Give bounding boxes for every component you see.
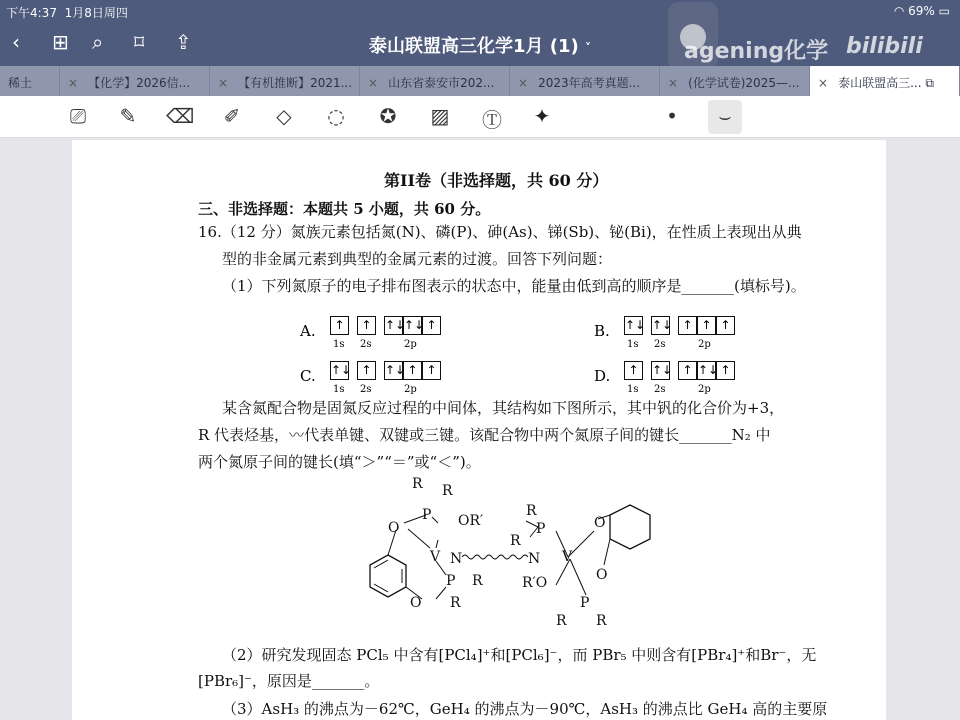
orbital-box: ↑↓: [330, 361, 349, 380]
atom-label: O: [594, 515, 606, 531]
atom-label: R: [442, 483, 453, 499]
status-time: 下午4:37: [6, 6, 57, 20]
atom-label: O: [388, 520, 400, 536]
atom-label: R: [526, 503, 537, 519]
section-title: 第II卷（非选择题，共 60 分）: [384, 171, 609, 190]
sticker-icon[interactable]: ✪: [379, 104, 397, 128]
battery-icon: ▭: [938, 4, 950, 18]
option-label: C.: [300, 367, 316, 385]
share-icon[interactable]: ⇪: [175, 30, 192, 54]
lasso-icon[interactable]: ◌: [327, 104, 345, 128]
pen-stroke-style[interactable]: ⌣: [708, 100, 742, 134]
atom-label: R: [596, 613, 607, 625]
tab[interactable]: × 2023年高考真题...: [510, 66, 660, 96]
atom-label: R: [556, 613, 567, 625]
tab[interactable]: × (化学试卷)2025—...: [660, 66, 810, 96]
close-icon: ×: [68, 76, 79, 90]
search-icon[interactable]: ⌕: [92, 30, 104, 54]
tab-active[interactable]: × 泰山联盟高三... ⧉: [810, 66, 960, 96]
shapes-icon[interactable]: ◇: [276, 104, 292, 128]
orbital-label: 2s: [360, 339, 372, 350]
section-subtitle: 三、非选择题：本题共 5 小题，共 60 分。: [198, 200, 491, 218]
subquestion-3: （3）AsH₃ 的沸点为－62℃，GeH₄ 的沸点为－90℃，AsH₃ 的沸点比 GeH₄ 高的主要原: [222, 700, 828, 718]
atom-label: N: [528, 551, 541, 567]
orbital-box: ↑: [716, 316, 735, 335]
option-label: A.: [300, 322, 316, 340]
paragraph: 某含氮配合物是固氮反应过程的中间体，其结构如下图所示，其中钒的化合价为+3，: [222, 399, 785, 417]
orbital-box: ↑: [624, 361, 643, 380]
orbital-box: ↑: [716, 361, 735, 380]
atom-label: N: [450, 551, 463, 567]
orbital-label: 2s: [360, 384, 372, 395]
orbital-label: 2p: [404, 384, 417, 395]
status-bar: [0, 0, 960, 22]
orbital-box: ↑↓: [403, 316, 422, 335]
document-title[interactable]: 泰山联盟高三化学1月 (1) ˅: [368, 36, 592, 57]
orbital-box: ↑: [678, 361, 697, 380]
pen-size-dot[interactable]: •: [666, 104, 678, 128]
back-icon[interactable]: ‹: [12, 30, 20, 54]
tab[interactable]: × 山东省泰安市202...: [360, 66, 510, 96]
atom-label: R: [510, 533, 521, 549]
annotation-toolbar: [0, 96, 960, 138]
atom-label: P: [446, 573, 456, 589]
lasso-zoom-icon[interactable]: ⎚: [70, 104, 86, 128]
split-view-icon: ⧉: [925, 76, 934, 90]
close-icon: ×: [518, 76, 529, 90]
bookmark-icon[interactable]: ⌑: [134, 30, 145, 54]
title-bar: [0, 22, 960, 66]
atom-label: R: [450, 595, 461, 611]
close-icon: ×: [368, 76, 379, 90]
option-label: B.: [594, 322, 610, 340]
orbital-label: 2p: [698, 384, 711, 395]
wifi-icon: ◠: [893, 4, 905, 18]
orbital-label: 2s: [654, 339, 666, 350]
orbital-box: ↑↓: [384, 316, 403, 335]
orbital-box: ↑↓: [651, 361, 670, 380]
orbital-label: 1s: [333, 384, 345, 395]
orbital-label: 2s: [654, 384, 666, 395]
orbital-box: ↑: [330, 316, 349, 335]
atom-label: P: [422, 507, 432, 523]
laser-pointer-icon[interactable]: ✦: [533, 104, 551, 128]
close-icon: ×: [668, 76, 679, 90]
watermark-text: agening化学: [684, 39, 829, 64]
orbital-label: 2p: [698, 339, 711, 350]
grid-icon[interactable]: ⊞: [52, 30, 69, 54]
atom-label: OR′: [458, 513, 484, 529]
highlighter-icon[interactable]: ✐: [223, 104, 241, 128]
orbital-box: ↑↓: [651, 316, 670, 335]
orbital-box: ↑: [357, 361, 376, 380]
pen-icon[interactable]: ✎: [119, 104, 137, 128]
battery-percent: 69%: [908, 4, 935, 18]
orbital-box: ↑: [678, 316, 697, 335]
tab[interactable]: × 【化学】2026信...: [60, 66, 210, 96]
tab[interactable]: 稀土: [0, 66, 60, 96]
atom-label: P: [536, 521, 546, 537]
question-16-text: 型的非金属元素到典型的金属元素的过渡。回答下列问题：: [222, 250, 613, 268]
atom-label: R′O: [522, 575, 548, 591]
document-page: [72, 140, 886, 720]
orbital-label: 2p: [404, 339, 417, 350]
bilibili-logo: bilibili: [846, 34, 923, 59]
orbital-label: 1s: [627, 384, 639, 395]
atom-label: O: [596, 567, 608, 583]
eraser-icon[interactable]: ⌫: [166, 104, 195, 128]
orbital-label: 1s: [627, 339, 639, 350]
complex-structure-diagram: [360, 475, 660, 625]
atom-label: O: [410, 595, 422, 611]
paragraph: 两个氮原子间的键长(填“＞”“＝”或“＜”)。: [198, 453, 481, 471]
orbital-box: ↑: [357, 316, 376, 335]
close-icon: ×: [818, 76, 829, 90]
atom-label: R: [412, 476, 423, 492]
orbital-box: ↑↓: [697, 361, 716, 380]
orbital-box: ↑↓: [624, 316, 643, 335]
tab[interactable]: × 【有机推断】2021...: [210, 66, 360, 96]
orbital-box: ↑: [403, 361, 422, 380]
subquestion-2: [PBr₆]⁻，原因是_______。: [198, 672, 380, 690]
subquestion-1: （1）下列氮原子的电子排布图表示的状态中，能量由低到高的顺序是_______(填标号)。: [222, 277, 806, 295]
orbital-box: ↑: [422, 316, 441, 335]
orbital-box: ↑: [697, 316, 716, 335]
orbital-label: 1s: [333, 339, 345, 350]
text-icon[interactable]: Ⓣ: [482, 108, 502, 132]
subquestion-2: （2）研究发现固态 PCl₅ 中含有[PCl₄]⁺和[PCl₆]⁻，而 PBr₅ 中则含有[PBr₄]⁺和Br⁻，无: [222, 646, 817, 664]
atom-label: R: [472, 573, 483, 589]
tab-bar: [0, 66, 960, 96]
orbital-box: ↑↓: [384, 361, 403, 380]
image-icon[interactable]: ▨: [430, 104, 450, 128]
question-16-text: 16.（12 分）氮族元素包括氮(N)、磷(P)、砷(As)、锑(Sb)、铋(Bi)，在性质上表现出从典: [198, 223, 802, 241]
atom-label: P: [580, 595, 590, 611]
close-icon: ×: [218, 76, 229, 90]
option-label: D.: [594, 367, 611, 385]
atom-label: V: [562, 549, 573, 565]
paragraph: R 代表烃基，〰代表单键、双键或三键。该配合物中两个氮原子间的键长_______N₂ 中: [198, 426, 771, 444]
orbital-box: ↑: [422, 361, 441, 380]
atom-label: V: [430, 549, 441, 565]
status-date: 1月8日周四: [64, 6, 128, 20]
